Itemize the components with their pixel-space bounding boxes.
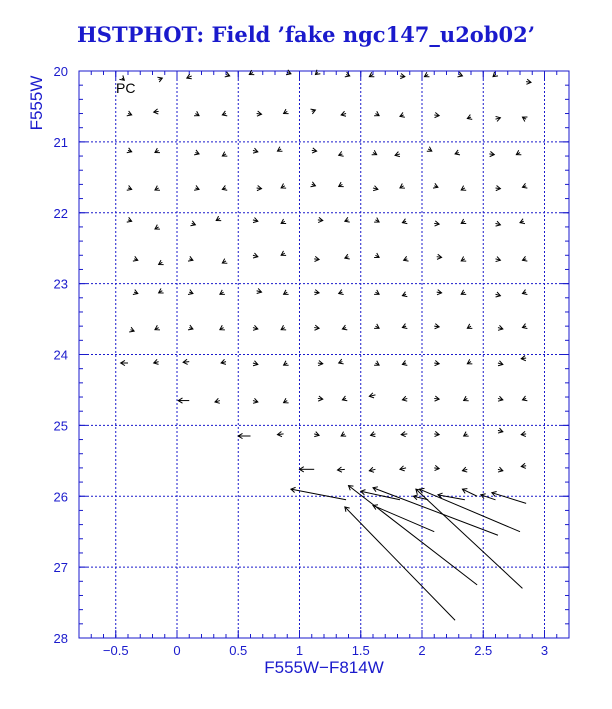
- offset-vector: [496, 116, 501, 121]
- offset-vector: [155, 148, 160, 153]
- offset-vector: [127, 185, 132, 190]
- offset-vector: [434, 221, 439, 226]
- offset-vector: [238, 433, 250, 438]
- offset-vector: [434, 431, 439, 436]
- offset-vectors: [119, 70, 531, 621]
- offset-vector: [284, 398, 289, 403]
- y-tick-label: 26: [53, 489, 68, 505]
- offset-vector: [520, 219, 525, 224]
- offset-vector: [339, 359, 344, 364]
- offset-vector: [314, 256, 319, 261]
- offset-vector: [467, 359, 472, 364]
- offset-vector: [194, 111, 199, 116]
- offset-vector: [281, 219, 286, 224]
- offset-vector: [496, 292, 501, 297]
- offset-vector: [401, 432, 407, 437]
- offset-vector: [462, 467, 467, 472]
- offset-vector: [374, 290, 379, 295]
- offset-vector: [416, 489, 523, 588]
- offset-vector: [222, 111, 227, 116]
- offset-vector: [277, 147, 282, 152]
- offset-vector: [194, 185, 199, 190]
- offset-vector: [374, 324, 379, 329]
- offset-vector: [424, 72, 429, 77]
- offset-vector: [339, 182, 344, 187]
- offset-vector: [522, 396, 527, 401]
- offset-vector: [220, 290, 225, 295]
- offset-vector: [521, 431, 526, 436]
- offset-vector: [154, 109, 159, 114]
- offset-vector: [461, 186, 466, 191]
- offset-vector: [489, 151, 494, 156]
- offset-vector: [427, 147, 432, 152]
- offset-vector: [521, 463, 526, 468]
- offset-vector: [371, 432, 376, 437]
- offset-vector: [257, 288, 262, 293]
- offset-vector: [129, 327, 134, 332]
- offset-vector: [374, 218, 379, 223]
- offset-vector: [155, 325, 160, 330]
- offset-vector: [400, 184, 405, 189]
- offset-vector: [402, 324, 407, 329]
- offset-vector: [516, 150, 521, 155]
- offset-vector: [190, 221, 195, 226]
- offset-vector: [314, 432, 319, 437]
- offset-vector: [187, 74, 192, 79]
- offset-vector: [157, 77, 162, 82]
- offset-vector: [318, 361, 323, 366]
- offset-vector: [159, 260, 164, 265]
- x-axis-label: F555W−F814W: [264, 658, 384, 677]
- offset-vector: [461, 219, 466, 224]
- y-axis-label: F555W: [27, 75, 46, 131]
- x-tick-label: 2.5: [474, 643, 493, 658]
- offset-vector: [404, 256, 409, 261]
- offset-vector: [253, 398, 258, 403]
- offset-vector: [221, 359, 226, 364]
- offset-vector: [467, 115, 472, 120]
- offset-vector: [522, 256, 527, 261]
- x-tick-label: 0.5: [229, 643, 248, 658]
- offset-vector: [458, 72, 463, 77]
- offset-vector: [314, 325, 319, 330]
- offset-vector: [257, 185, 262, 190]
- offset-vector: [154, 359, 159, 364]
- y-tick-label: 22: [53, 205, 68, 221]
- offset-vector: [345, 254, 350, 259]
- offset-vector: [349, 486, 478, 585]
- offset-vector: [121, 360, 128, 365]
- grid-lines: [79, 71, 569, 638]
- offset-vector: [127, 148, 132, 153]
- y-tick-label: 27: [53, 560, 68, 576]
- offset-vector: [315, 70, 320, 75]
- offset-vector: [373, 186, 378, 191]
- offset-vector: [498, 428, 503, 433]
- offset-vector: [215, 398, 220, 403]
- offset-vector: [400, 73, 405, 78]
- offset-vector: [492, 491, 526, 503]
- chart-title: HSTPHOT: Field ’fake ngc147_u2ob02’: [76, 22, 536, 47]
- offset-vector: [522, 183, 527, 188]
- y-tick-label: 23: [53, 276, 68, 292]
- offset-vector: [188, 256, 193, 261]
- offset-vector: [253, 325, 258, 330]
- offset-vector: [216, 216, 221, 221]
- offset-vector: [373, 487, 498, 535]
- offset-vector: [178, 398, 189, 403]
- offset-vector: [281, 325, 286, 330]
- offset-vector: [284, 361, 289, 366]
- y-tick-label: 25: [53, 418, 68, 434]
- x-tick-label: 1.5: [351, 643, 370, 658]
- y-tick-label: 20: [53, 64, 68, 79]
- offset-vector: [434, 324, 439, 329]
- offset-vector: [345, 507, 455, 620]
- offset-vector: [253, 218, 258, 223]
- offset-vector: [374, 111, 379, 116]
- y-tick-label: 24: [53, 347, 68, 363]
- pc-annotation: PC: [116, 80, 136, 96]
- offset-vector: [133, 256, 138, 261]
- offset-vector: [341, 432, 346, 437]
- offset-vector: [300, 467, 315, 472]
- offset-vector: [341, 111, 346, 116]
- offset-vector: [402, 360, 407, 365]
- offset-vector: [522, 117, 527, 122]
- offset-vector: [498, 361, 503, 366]
- x-tick-label: 1: [295, 643, 304, 658]
- y-tick-label: 28: [53, 631, 68, 646]
- offset-vector: [498, 467, 503, 472]
- offset-vector: [339, 290, 344, 295]
- offset-vector: [253, 361, 258, 366]
- offset-vector: [400, 466, 406, 471]
- offset-vector: [402, 396, 407, 401]
- offset-vector: [464, 432, 469, 437]
- offset-vector: [312, 148, 317, 153]
- offset-vector: [311, 182, 316, 187]
- offset-vector: [467, 324, 472, 329]
- offset-vector: [433, 183, 438, 188]
- offset-vector: [498, 325, 503, 330]
- offset-vector: [496, 257, 501, 262]
- offset-vector: [522, 324, 527, 329]
- offset-vector: [437, 254, 442, 259]
- offset-vector: [127, 217, 132, 222]
- offset-vector: [434, 465, 439, 470]
- offset-vector: [155, 225, 160, 230]
- offset-vector: [311, 109, 316, 114]
- offset-vector: [284, 109, 289, 114]
- offset-vector: [222, 152, 227, 157]
- offset-vector: [133, 290, 138, 295]
- offset-vector: [281, 184, 286, 189]
- offset-vector: [402, 292, 407, 297]
- offset-vector: [437, 290, 442, 295]
- offset-vector: [127, 111, 132, 116]
- offset-vector: [345, 217, 350, 222]
- offset-vector: [496, 185, 501, 190]
- offset-vector: [369, 467, 375, 472]
- x-tick-labels: [103, 643, 548, 658]
- offset-vector: [361, 490, 400, 500]
- offset-vector: [521, 356, 526, 361]
- offset-vector: [253, 253, 258, 258]
- offset-vector: [284, 290, 289, 295]
- offset-vector: [277, 432, 283, 437]
- offset-vector: [402, 219, 407, 224]
- offset-vector: [188, 325, 193, 330]
- offset-vector: [434, 396, 439, 401]
- offset-vector: [526, 79, 531, 84]
- offset-vector: [291, 487, 346, 499]
- offset-vector: [434, 361, 439, 366]
- offset-vector: [194, 150, 199, 155]
- offset-vector: [369, 72, 374, 77]
- offset-vector: [464, 396, 469, 401]
- offset-vector: [374, 253, 379, 258]
- offset-vector: [496, 221, 501, 226]
- offset-vector: [400, 112, 405, 117]
- x-tick-label: 3: [540, 643, 549, 658]
- offset-vector: [318, 217, 323, 222]
- offset-vector: [395, 152, 400, 157]
- offset-vector: [455, 150, 460, 155]
- offset-vector: [434, 112, 439, 117]
- x-tick-label: 0: [173, 643, 181, 658]
- offset-vector: [159, 288, 164, 293]
- offset-vector: [188, 290, 193, 295]
- offset-vector: [374, 361, 379, 366]
- offset-vector: [222, 259, 227, 264]
- offset-vector: [461, 257, 466, 262]
- offset-vector: [257, 111, 262, 116]
- offset-vector: [337, 467, 344, 472]
- offset-vector: [318, 396, 323, 401]
- y-tick-labels: [54, 64, 68, 646]
- offset-vector: [369, 393, 375, 398]
- y-tick-label: 21: [53, 134, 68, 150]
- offset-vector: [372, 150, 377, 155]
- offset-vector: [183, 359, 189, 364]
- x-tick-label: 2: [418, 643, 426, 658]
- offset-vector: [339, 151, 344, 156]
- offset-vector: [222, 185, 227, 190]
- offset-vector: [342, 396, 347, 401]
- offset-vector: [281, 251, 286, 256]
- offset-vector: [420, 488, 520, 531]
- offset-vector: [461, 290, 466, 295]
- offset-vector: [498, 396, 503, 401]
- offset-vector: [220, 325, 225, 330]
- offset-vector: [314, 290, 319, 295]
- offset-vector: [522, 290, 527, 295]
- offset-vector: [155, 186, 160, 191]
- offset-vector: [342, 325, 347, 330]
- offset-vector: [225, 72, 230, 77]
- offset-vector: [462, 489, 477, 497]
- offset-vector: [253, 148, 258, 153]
- x-tick-label: −0.5: [102, 643, 129, 658]
